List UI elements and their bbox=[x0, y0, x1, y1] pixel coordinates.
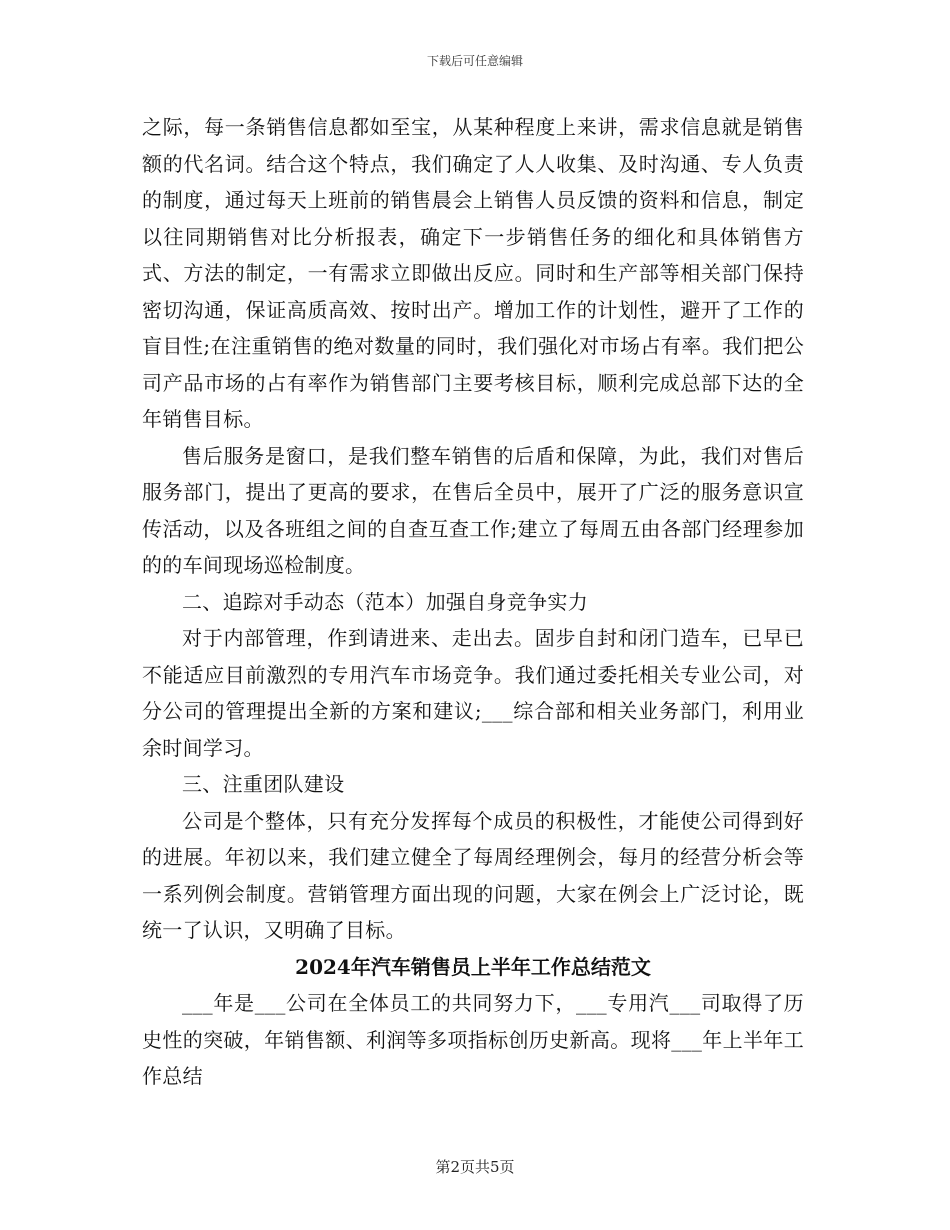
paragraph-summary-intro: ___年是___公司在全体员工的共同努力下，___专用汽___司取得了历史性的突破，年销售额、利润等多项指标创历史新高。现将___年上半年工作总结 bbox=[142, 991, 804, 1088]
paragraph-after-sales: 售后服务是窗口，是我们整车销售的后盾和保障，为此，我们对售后服务部门，提出了更高的要求，在售后全员中，展开了广泛的服务意识宣传活动，以及各班组之间的自查互查工作;建立了每周五由各部门经理参加的的车间现场巡检制度。 bbox=[142, 443, 804, 577]
page-number: 第2页共5页 bbox=[435, 1158, 515, 1176]
paragraph-team-building: 公司是个整体，只有充分发挥每个成员的积极性，才能使公司得到好的进展。年初以来，我们建立健全了每周经理例会，每月的经营分析会等一系列例会制度。营销管理方面出现的问题，大家在例会上广泛讨论，既统一了认识，又明确了目标。 bbox=[142, 808, 804, 942]
heading-team-building: 三、注重团队建设 bbox=[182, 772, 345, 796]
paragraph-internal-management: 对于内部管理，作到请进来、走出去。固步自封和闭门造车，已早已不能适应目前激烈的专用汽车市场竞争。我们通过委托相关专业公司，对分公司的管理提出全新的方案和建议;___综合部和相关业务部门，利用业余时间学习。 bbox=[142, 626, 804, 760]
heading-competitor-tracking: 二、追踪对手动态（范本）加强自身竞争实力 bbox=[182, 589, 588, 614]
paragraph-sales-info: 之际，每一条销售信息都如至宝，从某种程度上来讲，需求信息就是销售额的代名词。结合这个特点，我们确定了人人收集、及时沟通、专人负责的制度，通过每天上班前的销售晨会上销售人员反馈的资料和信息，制定以往同期销售对比分析报表，确定下一步销售任务的细化和具体销售方式、方法的制定，一有需求立即做出反应。同时和生产部等相关部门保持密切沟通，保证高质高效、按时出产。增加工作的计划性，避开了工作的盲目性;在注重销售的绝对数量的同时，我们强化对市场占有率。我们把公司产品市场的占有率作为销售部门主要考核目标，顺利完成总部下达的全年销售目标。 bbox=[142, 115, 804, 431]
document-body bbox=[142, 109, 804, 1095]
section-title: 2024年汽车销售员上半年工作总结范文 bbox=[295, 954, 651, 979]
page-header-note: 下载后可任意编辑 bbox=[426, 54, 523, 68]
